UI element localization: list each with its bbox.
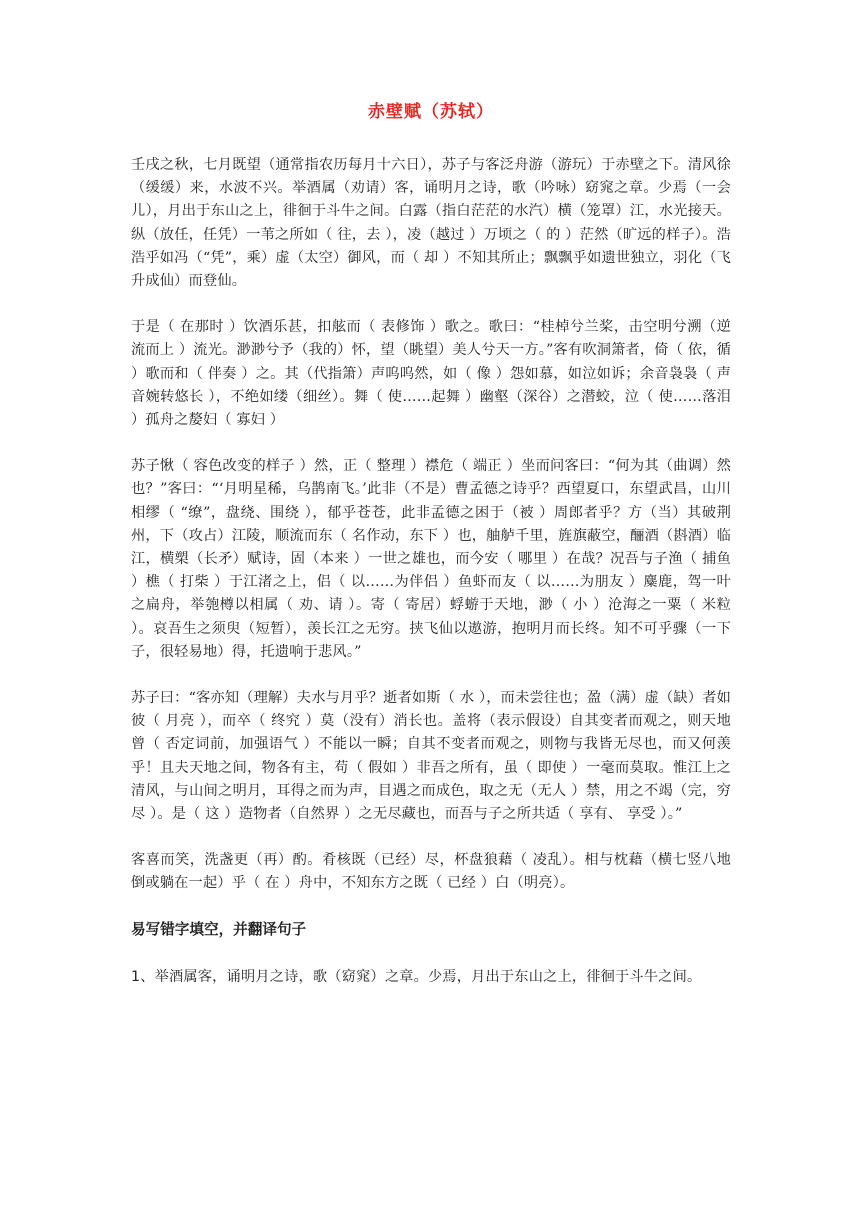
section-heading: 易写错字填空，并翻译句子 bbox=[131, 920, 307, 938]
paragraph-1: 壬戌之秋，七月既望（通常指农历每月十六日），苏子与客泛舟游（游玩）于赤壁之下。清风徐（缓缓）来，水波不兴。举酒属（劝请）客，诵明月之诗，歌（吟咏）窈窕之章。少焉（一会儿），月出于东山之上，徘徊于斗牛之间。白露（指白茫茫的水汽）横（笼罩）江，水光接天。纵（放任，任凭）一苇之所如（ 往，去 ），凌（越过 ）万顷之（ 的 ）茫然（旷远的样子）。浩浩乎如冯（“凭”，乘）虚（太空）御风，而（ 却 ）不知其所止；飘飘乎如遗世独立，羽化（飞升成仙）而登仙。 bbox=[131, 157, 731, 290]
paragraph-5: 客喜而笑，洗盏更（再）酌。肴核既（已经）尽，杯盘狼藉（ 凌乱）。相与枕藉（横七竖八地倒或躺在一起）乎（ 在 ）舟中，不知东方之既（ 已经 ）白（明亮）。 bbox=[131, 852, 731, 892]
paragraph-4: 苏子曰：“客亦知（理解）夫水与月乎？逝者如斯（ 水 ），而未尝往也；盈（满）虚（缺）者如彼（ 月亮 ），而卒（ 终究 ）莫（没有）消长也。盖将（表示假设）自其变者而观之，则天地曾（ 否定词前，加强语气 ）不能以一瞬；自其不变者而观之，则物与我皆无尽也，而又何羡乎！且夫天地之间，物各有主，苟（ 假如 ）非吾之所有，虽（ 即使 ）一毫而莫取。惟江上之清风，与山间之明月，耳得之而为声，目遇之而成色，取之无（无人 ）禁，用之不竭（完，穷尽 ）。是（ 这 ）造物者（自然界 ）之无尽藏也，而吾与子之所共适（ 享有、 享受 ）。” bbox=[131, 690, 731, 823]
document-title: 赤壁赋（苏轼） bbox=[368, 102, 494, 122]
paragraph-2: 于是（ 在那时 ）饮酒乐甚，扣舷而（ 表修饰 ）歌之。歌曰：“桂棹兮兰桨，击空明兮溯（逆流而上 ）流光。渺渺兮予（我的）怀，望（眺望）美人兮天一方。”客有吹洞箫者，倚（ 依，循 ）歌而和（ 伴奏 ）之。其（代指箫）声呜呜然，如（ 像 ）怨如慕，如泣如诉；余音袅袅（ 声音婉转悠长 ），不绝如缕（细丝）。舞（ 使……起舞 ）幽壑（深谷）之潜蛟，泣（ 使……落泪 ）孤舟之嫠妇（ 寡妇 ） bbox=[131, 319, 731, 429]
paragraph-3: 苏子愀（ 容色改变的样子 ）然，正（ 整理 ）襟危（ 端正 ）坐而问客曰：“何为其（曲调）然也？”客曰：“‘月明星稀，乌鹊南飞。’此非（不是）曹孟德之诗乎？西望夏口，东望武昌，山川相缪（ “缭”，盘绕、围绕 ），郁乎苍苍，此非孟德之困于（被 ）周郎者乎？方（当）其破荆州，下（攻占）江陵，顺流而东（ 名作动，东下 ）也，舳舻千里，旌旗蔽空，酾酒（斟酒）临江，横槊（长矛）赋诗，固（本来 ）一世之雄也，而今安（ 哪里 ）在哉？况吾与子渔（ 捕鱼 ）樵（ 打柴 ）于江渚之上，侣（ 以……为伴侣 ）鱼虾而友（ 以……为朋友 ）麋鹿，驾一叶之扁舟，举匏樽以相属（ 劝、请 ）。寄（ 寄居）蜉蝣于天地，渺（ 小 ）沧海之一粟（ 米粒 ）。哀吾生之须臾（短暂），羡长江之无穷。挟飞仙以遨游，抱明月而长终。知不可乎骤（一下子，很轻易地）得，托遗响于悲风。” bbox=[131, 458, 731, 660]
document-page bbox=[131, 100, 731, 989]
exercise-item-1: 1、举酒属客，诵明月之诗，歌（窈窕）之章。少焉，月出于东山之上，徘徊于斗牛之间。 bbox=[131, 968, 702, 985]
